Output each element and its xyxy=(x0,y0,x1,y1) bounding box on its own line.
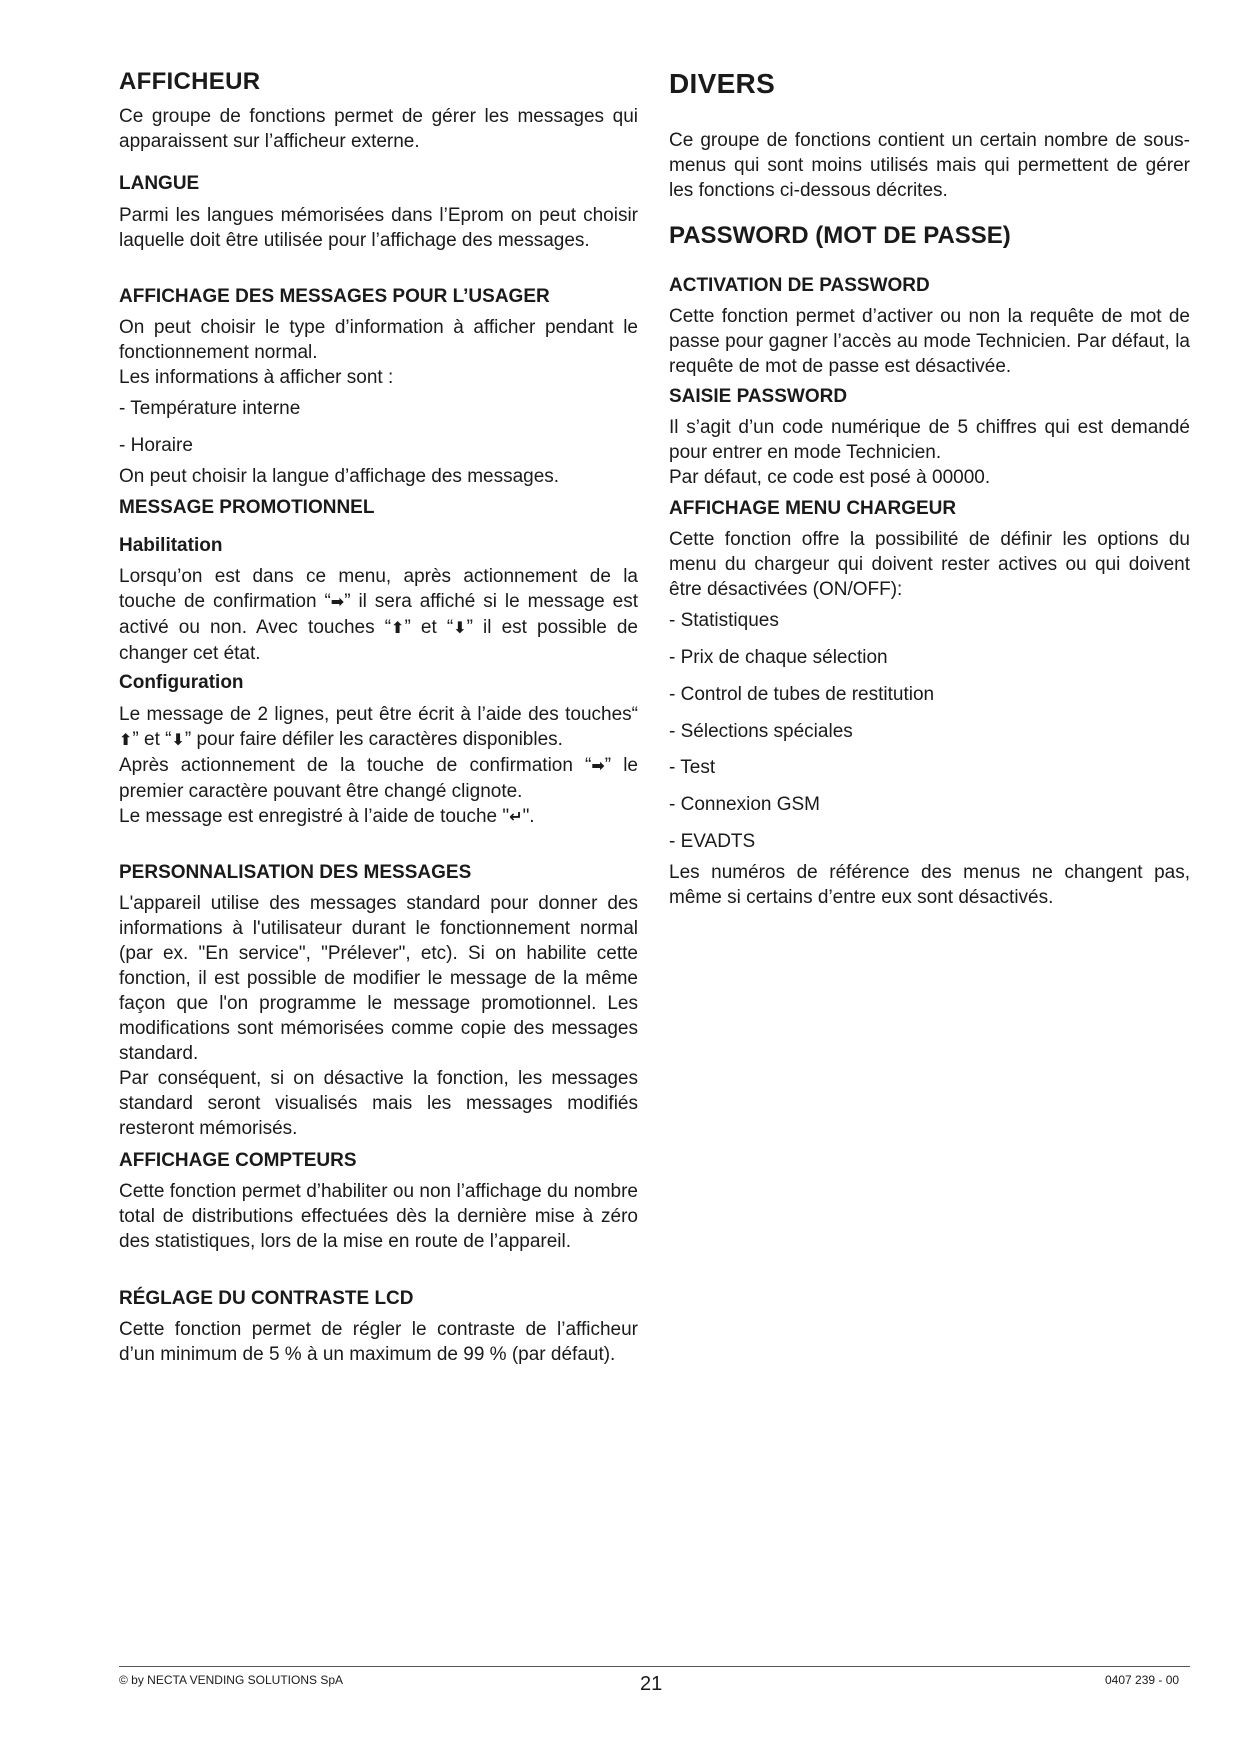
down-arrow-icon: ⬇ xyxy=(171,732,185,749)
section-title-afficheur: AFFICHEUR xyxy=(119,68,261,95)
heading-promo: MESSAGE PROMOTIONNEL xyxy=(119,497,375,518)
down-arrow-icon: ⬇ xyxy=(453,620,467,637)
chargeur-item-5: - Test xyxy=(669,757,716,778)
footer-doc-code: 0407 239 - 00 xyxy=(1105,1673,1180,1687)
usager-text-2: Les informations à afficher sont : xyxy=(119,367,394,388)
chargeur-item-7: - EVADTS xyxy=(669,831,756,852)
compteurs-text: Cette fonction permet d’habiliter ou non l’affichage du nombre total de distributions effectuées dès la dernière mise à zéro des statistiques, lors de la mise en route de l’appareil. xyxy=(119,1181,638,1252)
saisie-text-1: Il s’agit d’un code numérique de 5 chiffres qui est demandé pour entrer en mode Technicien. xyxy=(669,417,1190,463)
contraste-text: Cette fonction permet de régler le contraste de l’afficheur d’un minimum de 5 % à un maximum de 99 % (par défaut). xyxy=(119,1319,638,1365)
heading-compteurs: AFFICHAGE COMPTEURS xyxy=(119,1150,357,1171)
activation-text: Cette fonction permet d’activer ou non la requête de mot de passe pour gagner l’accès au mode Technicien. Par défaut, la requête de mot de passe est désactivée. xyxy=(669,306,1190,377)
habilitation-text: Lorsqu’on est dans ce menu, après actionnement de la touche de confirmation “➡” il sera affiché si le message est activé ou non. Avec touches “⬆” et “⬇” il est possible de changer cet état. xyxy=(119,566,639,664)
usager-item-2: - Horaire xyxy=(119,435,193,456)
heading-activation: ACTIVATION DE PASSWORD xyxy=(669,275,930,296)
chargeur-item-1: - Statistiques xyxy=(669,610,779,631)
chargeur-text: Cette fonction offre la possibilité de définir les options du menu du chargeur qui doivent rester actives ou qui doivent être désactivées (ON/OFF): xyxy=(669,529,1190,600)
footer-divider xyxy=(119,1666,1190,1667)
confirm-arrow-icon: ➡ xyxy=(591,758,605,775)
section-title-divers: DIVERS xyxy=(669,68,776,99)
configuration-text: Le message de 2 lignes, peut être écrit à l’aide des touches“⬆” et “⬇” pour faire défiler les caractères disponibles. Après actionnement de la touche de confirmation “➡” le premier caractère pouvant être changé clignote. Le message est enregistré à l’aide de touche "↵". xyxy=(119,702,638,830)
chargeur-item-4: - Sélections spéciales xyxy=(669,721,853,742)
langue-text: Parmi les langues mémorisées dans l’Eprom on peut choisir laquelle doit être utilisée pour l’affichage des messages. xyxy=(119,205,638,251)
heading-habilitation: Habilitation xyxy=(119,535,223,556)
confirm-arrow-icon: ➡ xyxy=(330,594,345,611)
chargeur-item-3: - Control de tubes de restitution xyxy=(669,684,935,705)
footer-copyright: © by NECTA VENDING SOLUTIONS SpA xyxy=(119,1673,344,1687)
chargeur-item-6: - Connexion GSM xyxy=(669,794,821,815)
usager-text-3: On peut choisir la langue d’affichage des messages. xyxy=(119,466,560,487)
chargeur-item-2: - Prix de chaque sélection xyxy=(669,647,888,668)
afficheur-intro: Ce groupe de fonctions permet de gérer les messages qui apparaissent sur l’afficheur externe. xyxy=(119,106,638,152)
heading-perso: PERSONNALISATION DES MESSAGES xyxy=(119,862,472,883)
usager-item-1: - Température interne xyxy=(119,398,301,419)
page-number: 21 xyxy=(640,1673,663,1695)
perso-text-1: L'appareil utilise des messages standard pour donner des informations à l'utilisateur durant le fonctionnement normal (par ex. "En service", "Prélever", etc). Si on habilite cette fonction, il est possible de modifier le message de la même façon que l'on programme le message promotionnel. Les modifications sont mémorisées comme copie des messages standard. xyxy=(119,893,638,1064)
section-title-password: PASSWORD (MOT DE PASSE) xyxy=(669,222,1011,249)
chargeur-outro: Les numéros de référence des menus ne changent pas, même si certains d’entre eux sont désactivés. xyxy=(669,862,1190,908)
heading-langue: LANGUE xyxy=(119,173,200,194)
heading-configuration: Configuration xyxy=(119,672,244,693)
usager-text-1: On peut choisir le type d’information à afficher pendant le fonctionnement normal. xyxy=(119,317,638,363)
saisie-text-2: Par défaut, ce code est posé à 00000. xyxy=(669,467,991,488)
perso-text-2: Par conséquent, si on désactive la fonction, les messages standard seront visualisés mais les messages modifiés resteront mémorisés. xyxy=(119,1068,638,1139)
divers-intro: Ce groupe de fonctions contient un certain nombre de sous-menus qui sont moins utilisés mais qui permettent de gérer les fonctions ci-dessous décrites. xyxy=(669,130,1190,201)
up-arrow-icon: ⬆ xyxy=(119,732,133,749)
heading-usager: AFFICHAGE DES MESSAGES POUR L’USAGER xyxy=(119,286,550,307)
up-arrow-icon: ⬆ xyxy=(391,620,405,637)
heading-chargeur: AFFICHAGE MENU CHARGEUR xyxy=(669,498,957,519)
enter-key-icon: ↵ xyxy=(509,809,523,826)
heading-saisie: SAISIE PASSWORD xyxy=(669,386,848,407)
heading-contraste: RÉGLAGE DU CONTRASTE LCD xyxy=(119,1288,414,1309)
